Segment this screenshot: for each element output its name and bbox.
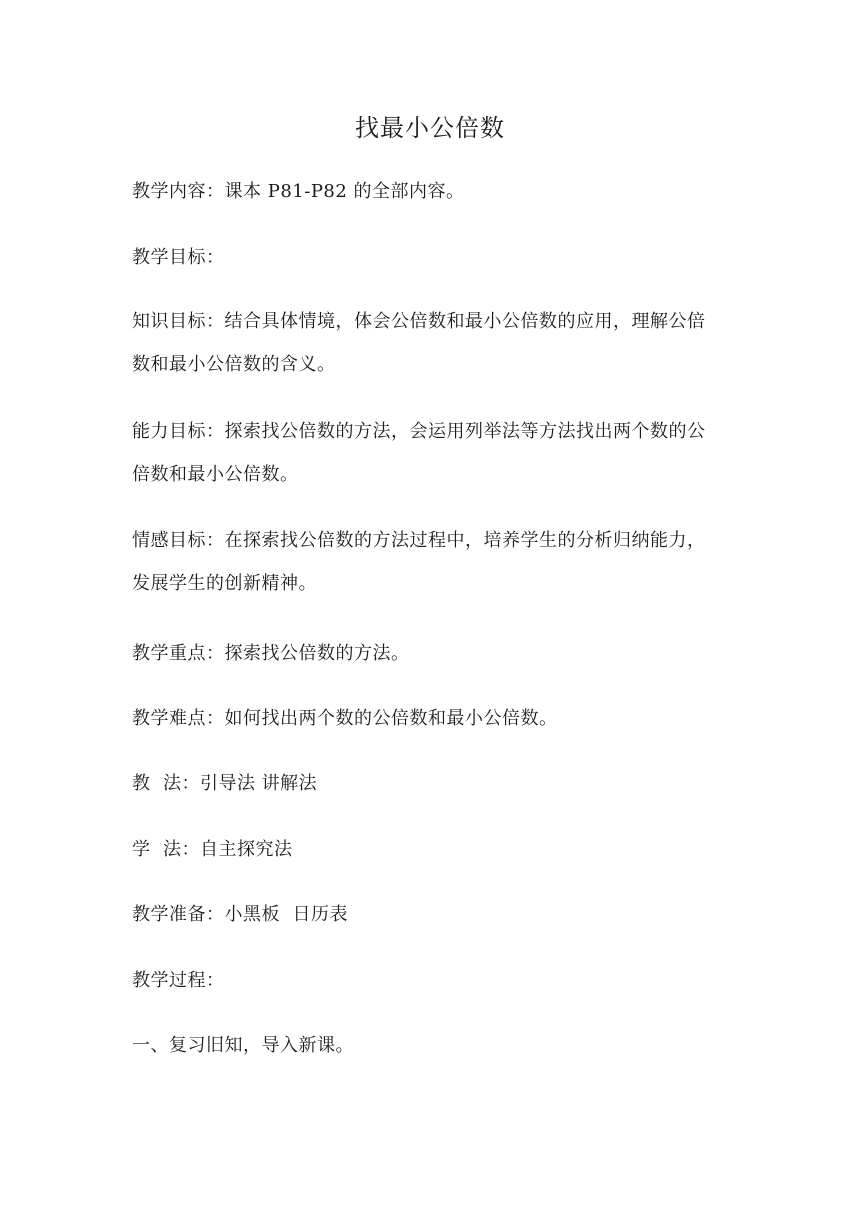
emotion-objective — [132, 519, 738, 605]
knowledge-objective-line-2: 数和最小公倍数的含义。 — [132, 354, 336, 375]
knowledge-objective — [132, 300, 738, 386]
difficulty: 教学难点：如何找出两个数的公倍数和最小公倍数。 — [132, 708, 558, 729]
ability-objective-line-1: 能力目标：探索找公倍数的方法，会运用列举法等方法找出两个数的公 — [132, 421, 706, 442]
learning-method: 学 法：自主探究法 — [132, 839, 293, 860]
emotion-objective-line-1: 情感目标：在探索找公倍数的方法过程中，培养学生的分析归纳能力， — [132, 530, 706, 551]
emotion-objective-line-2: 发展学生的创新精神。 — [132, 573, 317, 594]
process-heading: 教学过程： — [132, 970, 225, 991]
objectives-heading: 教学目标： — [132, 247, 225, 268]
key-point: 教学重点：探索找公倍数的方法。 — [132, 643, 410, 664]
teaching-content: 教学内容：课本 P81-P82 的全部内容。 — [132, 181, 465, 202]
section-one-heading: 一、复习旧知，导入新课。 — [132, 1035, 354, 1056]
knowledge-objective-line-1: 知识目标：结合具体情境，体会公倍数和最小公倍数的应用，理解公倍 — [132, 311, 706, 332]
ability-objective-line-2: 倍数和最小公倍数。 — [132, 464, 299, 485]
teaching-method: 教 法：引导法 讲解法 — [132, 773, 318, 794]
document-title: 找最小公倍数 — [355, 114, 505, 142]
ability-objective — [132, 410, 738, 496]
teaching-preparation: 教学准备：小黑板 日历表 — [132, 904, 348, 925]
